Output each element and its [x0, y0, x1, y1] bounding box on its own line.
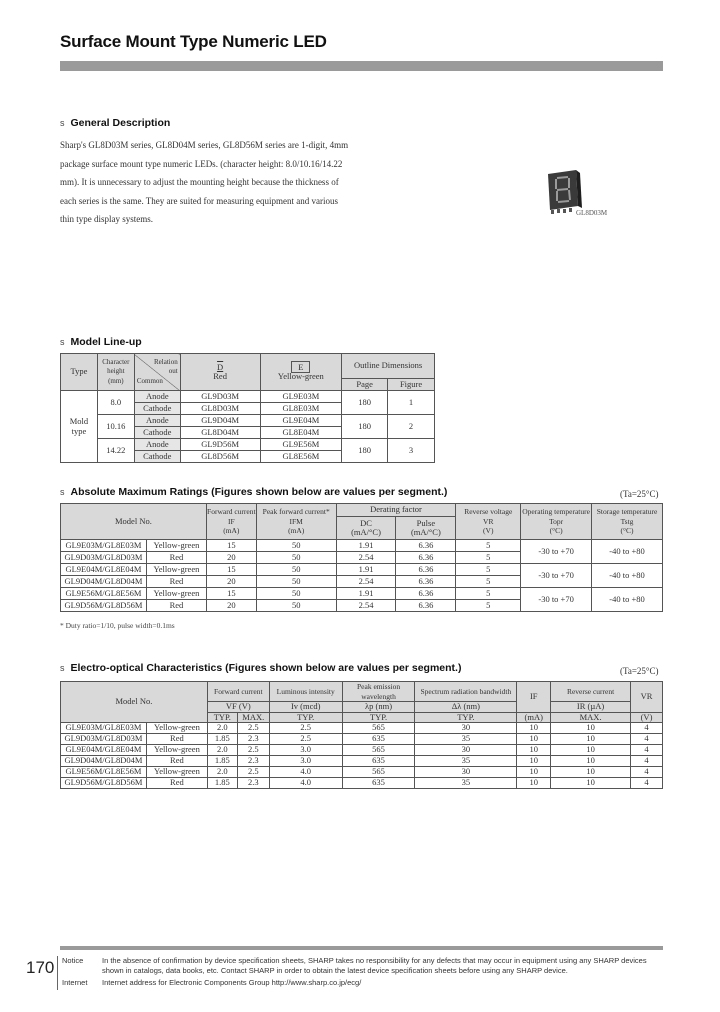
figure-cell: 3	[388, 439, 435, 463]
color-cell: Yellow-green	[146, 723, 207, 734]
value-cell: 6.36	[396, 540, 456, 552]
char-height-cell: 14.22	[97, 439, 134, 463]
header-storage-temp	[592, 504, 663, 540]
header-line: Pulse	[416, 517, 436, 528]
value-cell: 2.3	[237, 778, 269, 789]
header-pulse	[396, 517, 456, 540]
char-height-cell: 8.0	[97, 391, 134, 415]
type-line: Mold	[69, 416, 89, 426]
common-cell: Cathode	[134, 403, 180, 415]
amr-condition: (Ta=25°C)	[620, 489, 659, 499]
header-lp: λp (nm)	[342, 702, 415, 713]
section-marker: s	[60, 663, 65, 673]
value-cell: 2.54	[336, 576, 396, 588]
value-cell: 20	[206, 576, 256, 588]
value-cell: 4	[631, 756, 663, 767]
common-cell: Cathode	[134, 427, 180, 439]
model-cell: GL9D04M/GL8D04M	[61, 756, 147, 767]
value-cell: -30 to +70	[521, 540, 592, 564]
header-luminous: Luminous intensity	[269, 682, 342, 702]
section-marker: s	[60, 118, 65, 128]
header-line: height	[107, 367, 125, 376]
value-cell: 3.0	[269, 745, 342, 756]
value-cell: 1.91	[336, 588, 396, 600]
value-cell: 5	[456, 540, 521, 552]
value-cell: 2.0	[207, 767, 237, 778]
section-title: General Description	[70, 117, 171, 129]
value-cell: 4	[631, 734, 663, 745]
footer-bar	[60, 946, 663, 950]
value-cell: 5	[456, 552, 521, 564]
amr-footnote: * Duty ratio=1/10, pulse width=0.1ms	[60, 621, 175, 630]
desc-line: mm). It is unnecessary to adjust the mounting height because the thickness of	[60, 177, 339, 187]
electro-optical-table	[60, 681, 663, 789]
value-cell: 20	[206, 600, 256, 612]
desc-line: package surface mount type numeric LEDs. (character height: 8.0/10.16/14.22	[60, 158, 343, 169]
value-cell: 10	[517, 723, 551, 734]
value-cell: 2.5	[237, 745, 269, 756]
header-ir: IR (µA)	[551, 702, 631, 713]
header-dc	[336, 517, 396, 540]
value-cell: 35	[415, 756, 517, 767]
value-cell: 15	[206, 540, 256, 552]
value-cell: 6.36	[396, 564, 456, 576]
header-spectrum: Spectrum radiation bandwidth	[415, 682, 517, 702]
value-cell: 50	[256, 564, 336, 576]
value-cell: 2.3	[237, 734, 269, 745]
char-height-cell: 10.16	[97, 415, 134, 439]
value-cell: 1.85	[207, 756, 237, 767]
general-description	[60, 136, 385, 229]
model-cell: GL9D56M/GL8D56M	[61, 600, 147, 612]
value-cell: -40 to +80	[592, 540, 663, 564]
section-heading-eo	[60, 662, 461, 674]
header-max: MAX.	[237, 712, 269, 723]
header-type: Type	[61, 354, 98, 391]
header-line: Topr	[549, 516, 564, 526]
value-cell: 2.54	[336, 600, 396, 612]
header-line: Reverse voltage	[464, 507, 513, 517]
value-cell: 10	[551, 745, 631, 756]
header-model: Model No.	[61, 504, 207, 540]
yg-model-cell: GL8E56M	[260, 451, 342, 463]
model-cell: GL9E04M/GL8E04M	[61, 745, 147, 756]
value-cell: 10	[551, 723, 631, 734]
eo-condition: (Ta=25°C)	[620, 666, 659, 676]
value-cell: 2.5	[237, 767, 269, 778]
page-title: Surface Mount Type Numeric LED	[60, 32, 327, 51]
value-cell: -30 to +70	[521, 564, 592, 588]
figure-cell: 1	[388, 391, 435, 415]
header-line: Storage temperature	[596, 507, 658, 517]
model-cell: GL9D56M/GL8D56M	[61, 778, 147, 789]
absolute-max-ratings-table	[60, 503, 663, 612]
color-cell: Red	[146, 778, 207, 789]
header-forward-current: Forward current	[207, 682, 269, 702]
header-line: IFM	[289, 516, 303, 526]
common-cell: Anode	[134, 391, 180, 403]
value-cell: 4	[631, 723, 663, 734]
value-cell: 5	[456, 564, 521, 576]
value-cell: 4	[631, 778, 663, 789]
value-cell: 50	[256, 540, 336, 552]
internet-text: Internet address for Electronic Components Group http://www.sharp.co.jp/ecg/	[102, 978, 362, 987]
value-cell: 5	[456, 576, 521, 588]
header-yellow-green	[260, 354, 342, 391]
header-relation	[134, 354, 180, 391]
color-cell: Yellow-green	[146, 767, 207, 778]
yg-model-cell: GL8E04M	[260, 427, 342, 439]
desc-line: each series is the same. They are suited for measuring equipment and various	[60, 195, 338, 206]
model-cell: GL9E56M/GL8E56M	[61, 767, 147, 778]
value-cell: -30 to +70	[521, 588, 592, 612]
header-line: Operating temperature	[522, 507, 590, 517]
value-cell: 2.5	[269, 734, 342, 745]
header-model: Model No.	[61, 682, 208, 723]
model-cell: GL9D03M/GL8D03M	[61, 734, 147, 745]
yg-model-cell: GL9E04M	[260, 415, 342, 427]
value-cell: 35	[415, 734, 517, 745]
header-iv: Iv (mcd)	[269, 702, 342, 713]
section-title: Electro-optical Characteristics (Figures shown below are values per segment.)	[70, 662, 462, 674]
header-line: IF	[227, 516, 235, 526]
value-cell: 3.0	[269, 756, 342, 767]
header-page: Page	[342, 379, 388, 391]
color-cell: Red	[146, 600, 206, 612]
header-char-height	[97, 354, 134, 391]
header-line: Peak forward current*	[262, 507, 330, 517]
value-cell: 30	[415, 745, 517, 756]
red-model-cell: GL8D56M	[180, 451, 260, 463]
value-cell: 15	[206, 588, 256, 600]
value-cell: 10	[551, 734, 631, 745]
table-row	[61, 588, 663, 600]
header-derating: Derating factor	[336, 504, 456, 517]
value-cell: -40 to +80	[592, 564, 663, 588]
yg-model-cell: GL9E03M	[260, 391, 342, 403]
color-cell: Red	[146, 576, 206, 588]
notice-label: Notice	[62, 956, 84, 965]
section-marker: s	[60, 337, 65, 347]
header-forward-current	[206, 504, 256, 540]
value-cell: 1.85	[207, 734, 237, 745]
value-cell: 1.91	[336, 540, 396, 552]
red-model-cell: GL8D04M	[180, 427, 260, 439]
value-cell: 10	[517, 756, 551, 767]
value-cell: 35	[415, 778, 517, 789]
section-title: Model Line-up	[70, 336, 142, 348]
value-cell: 50	[256, 600, 336, 612]
value-cell: 565	[342, 723, 415, 734]
red-model-cell: GL9D03M	[180, 391, 260, 403]
image-caption: GL8D03M	[576, 209, 608, 217]
header-typ: TYP.	[269, 712, 342, 723]
header-operating-temp	[521, 504, 592, 540]
section-title: Absolute Maximum Ratings (Figures shown below are values per segment.)	[70, 486, 448, 498]
header-code-d: D	[217, 361, 224, 372]
value-cell: 50	[256, 552, 336, 564]
table-row	[61, 745, 663, 756]
table-row	[61, 756, 663, 767]
model-cell: GL9D03M/GL8D03M	[61, 552, 147, 564]
header-code-e: E	[291, 361, 310, 373]
common-cell: Anode	[134, 439, 180, 451]
value-cell: 50	[256, 576, 336, 588]
type-line: type	[71, 425, 87, 436]
common-cell: Cathode	[134, 451, 180, 463]
notice-text: In the absence of confirmation by device specification sheets, SHARP takes no responsibility for any defects that may occur in equipment using any SHARP devices shown in catalogs, data books, etc. Contact SHARP in order to obtain the latest device specification sheets before using any SHARP device.	[102, 956, 647, 975]
header-line: Common	[136, 376, 163, 385]
value-cell: 2.0	[207, 745, 237, 756]
header-typ: TYP.	[342, 712, 415, 723]
header-line: (mA/°C)	[351, 527, 381, 537]
desc-line: thin type display systems.	[60, 214, 153, 224]
value-cell: 10	[517, 778, 551, 789]
page-number: 170	[26, 958, 55, 977]
header-peak-current	[256, 504, 336, 540]
value-cell: 10	[551, 767, 631, 778]
model-lineup-table	[60, 353, 435, 463]
value-cell: 1.91	[336, 564, 396, 576]
desc-line: Sharp's GL8D03M series, GL8D04M series, GL8D56M series are 1-digit, 4mm	[60, 140, 349, 150]
value-cell: 6.36	[396, 552, 456, 564]
value-cell: 10	[551, 756, 631, 767]
model-cell: GL9E56M/GL8E56M	[61, 588, 147, 600]
table-row	[61, 564, 663, 576]
value-cell: 10	[517, 745, 551, 756]
header-line: VR	[483, 516, 494, 526]
red-model-cell: GL9D56M	[180, 439, 260, 451]
header-line: (mA/°C)	[410, 527, 441, 537]
color-cell: Red	[146, 552, 206, 564]
table-row	[61, 734, 663, 745]
type-cell	[61, 391, 98, 463]
header-vr: VR	[631, 682, 663, 713]
header-line: (°C)	[620, 526, 634, 536]
value-cell: 30	[415, 767, 517, 778]
value-cell: 2.5	[269, 723, 342, 734]
header-outline: Outline Dimensions	[342, 354, 435, 379]
page-cell: 180	[342, 415, 388, 439]
model-cell: GL9E03M/GL8E03M	[61, 540, 147, 552]
header-max: MAX.	[551, 712, 631, 723]
value-cell: 6.36	[396, 600, 456, 612]
color-cell: Yellow-green	[146, 588, 206, 600]
header-if: IF	[517, 682, 551, 713]
value-cell: 565	[342, 767, 415, 778]
internet-label: Internet	[62, 978, 88, 987]
value-cell: 30	[415, 723, 517, 734]
header-line: Yellow-green	[277, 371, 324, 381]
value-cell: 2.5	[237, 723, 269, 734]
value-cell: 6.36	[396, 588, 456, 600]
value-cell: 2.3	[237, 756, 269, 767]
header-line: Forward current	[207, 507, 256, 517]
yg-model-cell: GL8E03M	[260, 403, 342, 415]
color-cell: Yellow-green	[146, 540, 206, 552]
header-line: (°C)	[549, 526, 563, 536]
common-cell: Anode	[134, 415, 180, 427]
model-cell: GL9D04M/GL8D04M	[61, 576, 147, 588]
value-cell: 565	[342, 745, 415, 756]
yg-model-cell: GL9E56M	[260, 439, 342, 451]
section-heading-general	[60, 117, 170, 129]
value-cell: 4.0	[269, 778, 342, 789]
header-line: (V)	[483, 526, 494, 536]
header-unit-ma: (mA)	[517, 712, 551, 723]
model-cell: GL9E04M/GL8E04M	[61, 564, 147, 576]
value-cell: -40 to +80	[592, 588, 663, 612]
header-vf: VF (V)	[207, 702, 269, 713]
value-cell: 4.0	[269, 767, 342, 778]
color-cell: Red	[146, 734, 207, 745]
value-cell: 4	[631, 745, 663, 756]
value-cell: 5	[456, 588, 521, 600]
table-row	[61, 540, 663, 552]
value-cell: 6.36	[396, 576, 456, 588]
header-red	[180, 354, 260, 391]
red-model-cell: GL8D03M	[180, 403, 260, 415]
value-cell: 15	[206, 564, 256, 576]
header-figure: Figure	[388, 379, 435, 391]
header-line: (mA)	[223, 526, 240, 536]
color-cell: Red	[146, 756, 207, 767]
value-cell: 2.54	[336, 552, 396, 564]
value-cell: 5	[456, 600, 521, 612]
section-marker: s	[60, 487, 65, 497]
page-cell: 180	[342, 391, 388, 415]
header-dl: Δλ (nm)	[415, 702, 517, 713]
header-peak-wavelength: Peak emission wavelength	[342, 682, 415, 702]
value-cell: 635	[342, 734, 415, 745]
section-heading-amr	[60, 486, 447, 498]
value-cell: 635	[342, 756, 415, 767]
page-cell: 180	[342, 439, 388, 463]
value-cell: 2.0	[207, 723, 237, 734]
footer-divider	[57, 956, 58, 990]
header-line: Red	[213, 371, 227, 381]
header-line: out	[168, 367, 178, 376]
table-row	[61, 723, 663, 734]
value-cell: 635	[342, 778, 415, 789]
header-line: Tstg	[620, 516, 634, 526]
table-row	[61, 778, 663, 789]
header-line: DC	[360, 517, 372, 528]
value-cell: 1.85	[207, 778, 237, 789]
header-unit-v: (V)	[631, 712, 663, 723]
header-line: (mA)	[288, 526, 305, 536]
header-reverse-current: Reverse current	[551, 682, 631, 702]
red-model-cell: GL9D04M	[180, 415, 260, 427]
value-cell: 10	[517, 767, 551, 778]
color-cell: Yellow-green	[146, 564, 206, 576]
header-line: Relation	[154, 357, 178, 366]
header-reverse-voltage	[456, 504, 521, 540]
figure-cell: 2	[388, 415, 435, 439]
header-typ: TYP.	[207, 712, 237, 723]
title-bar	[60, 61, 663, 71]
value-cell: 10	[517, 734, 551, 745]
model-cell: GL9E03M/GL8E03M	[61, 723, 147, 734]
header-line: Character	[102, 357, 130, 366]
color-cell: Yellow-green	[146, 745, 207, 756]
value-cell: 10	[551, 778, 631, 789]
table-row	[61, 767, 663, 778]
section-heading-lineup	[60, 336, 142, 348]
value-cell: 50	[256, 588, 336, 600]
header-line: (mm)	[108, 376, 124, 385]
value-cell: 4	[631, 767, 663, 778]
value-cell: 20	[206, 552, 256, 564]
header-typ: TYP.	[415, 712, 517, 723]
